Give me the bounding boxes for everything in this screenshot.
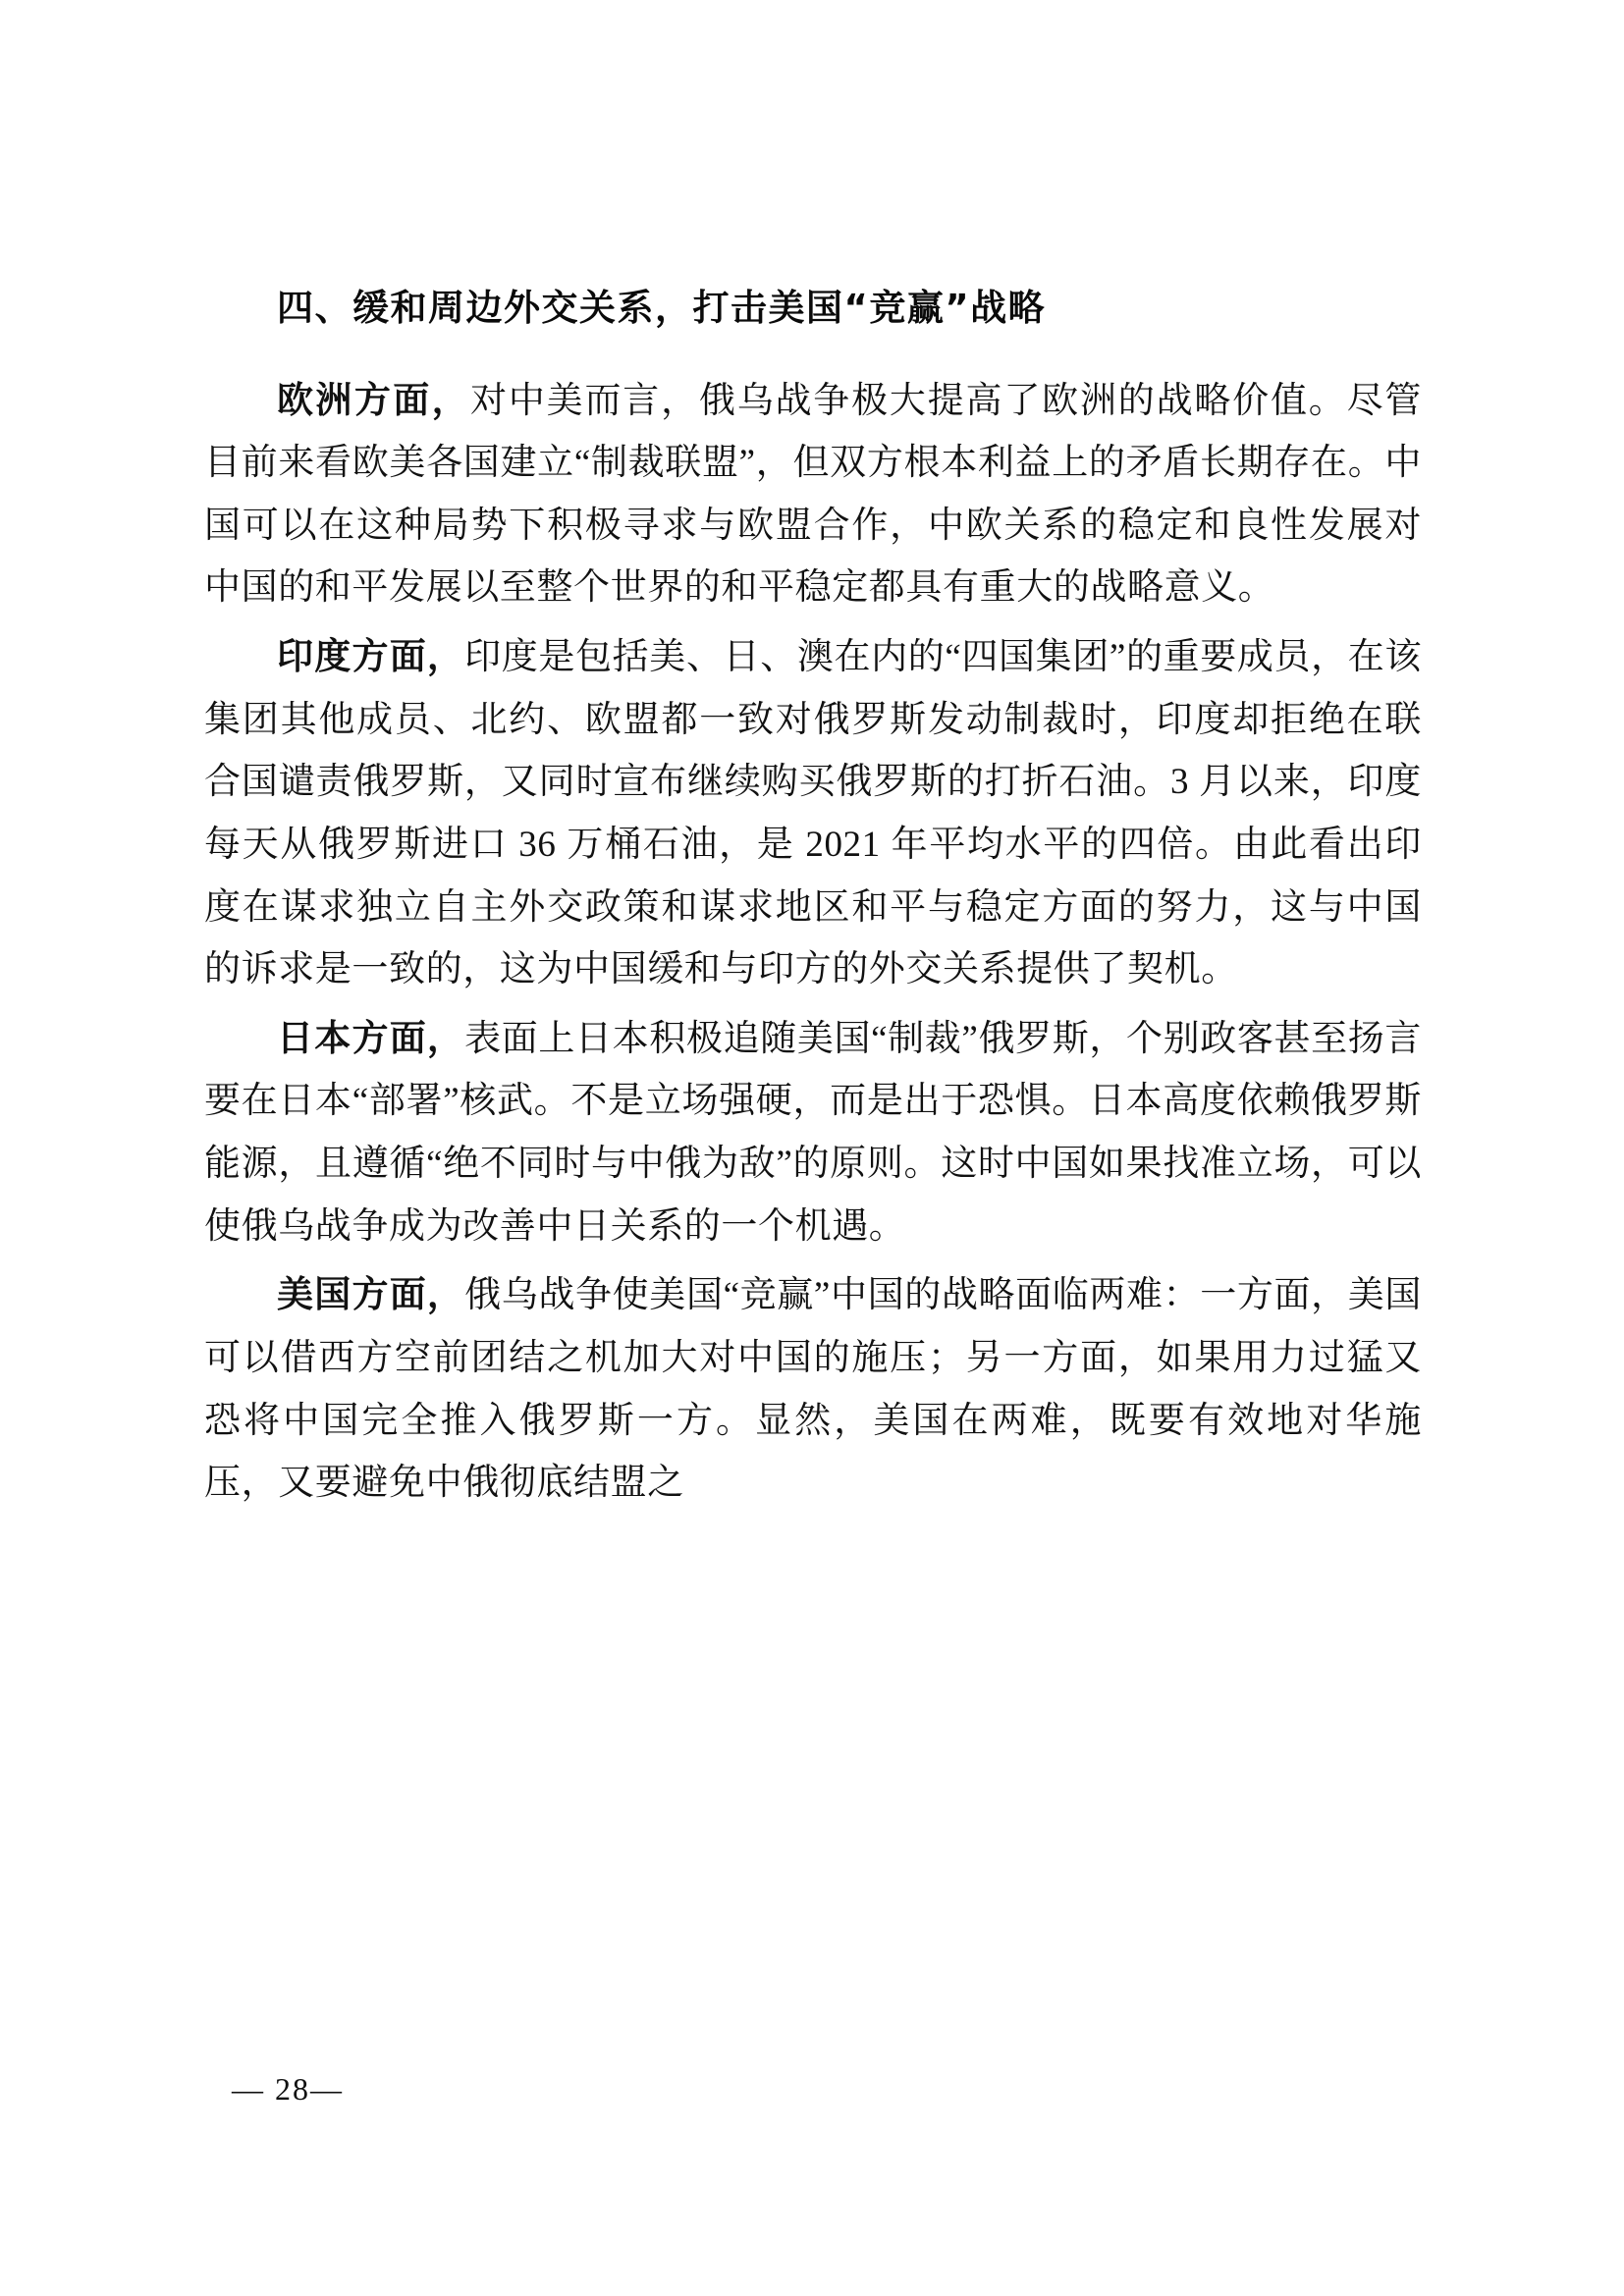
paragraph-japan [204, 1007, 1422, 1258]
paragraph-text-india: 印度是包括美、日、澳在内的“四国集团”的重要成员，在该集团其他成员、北约、欧盟都一致对俄罗斯发动制裁时，印度却拒绝在联合国谴责俄罗斯，又同时宣布继续购买俄罗斯的打折石油。3 月以来，印度每天从俄罗斯进口 36 万桶石油，是 2021 年平均水平的四倍。由此看出印度在谋求独立自主外交政策和谋求地区和平与稳定方面的努力，这与中国的诉求是一致的，这为中国缓和与印方的外交关系提供了契机。 [204, 637, 1422, 990]
paragraph-india [204, 625, 1422, 1001]
paragraph-lead-europe: 欧洲方面， [277, 378, 471, 421]
paragraph-text-usa: 俄乌战争使美国“竞赢”中国的战略面临两难：一方面，美国可以借西方空前团结之机加大对中国的施压；另一方面，如果用力过猛又恐将中国完全推入俄罗斯一方。显然，美国在两难，既要有效地对华施压，又要避免中俄彻底结盟之 [204, 1275, 1422, 1504]
paragraph-lead-india: 印度方面， [277, 635, 465, 677]
paragraph-text-europe: 对中美而言，俄乌战争极大提高了欧洲的战略价值。尽管目前来看欧美各国建立“制裁联盟”，但双方根本利益上的矛盾长期存在。中国可以在这种局势下积极寻求与欧盟合作，中欧关系的稳定和良性发展对中国的和平发展以至整个世界的和平稳定都具有重大的战略意义。 [204, 380, 1423, 609]
paragraph-lead-japan: 日本方面， [277, 1016, 465, 1059]
paragraph-text-japan: 表面上日本积极追随美国“制裁”俄罗斯，个别政客甚至扬言要在日本“部署”核武。不是立场强硬，而是出于恐惧。日本高度依赖俄罗斯能源，且遵循“绝不同时与中俄为敌”的原则。这时中国如果找准立场，可以使俄乌战争成为改善中日关系的一个机遇。 [204, 1018, 1422, 1247]
paragraph-europe [204, 369, 1422, 620]
page-number: — 28— [232, 2071, 344, 2107]
section-heading: 四、缓和周边外交关系，打击美国“竞赢”战略 [277, 287, 1047, 329]
paragraph-usa [204, 1263, 1422, 1515]
page-content [204, 281, 1422, 1521]
paragraph-lead-usa: 美国方面， [277, 1273, 465, 1316]
